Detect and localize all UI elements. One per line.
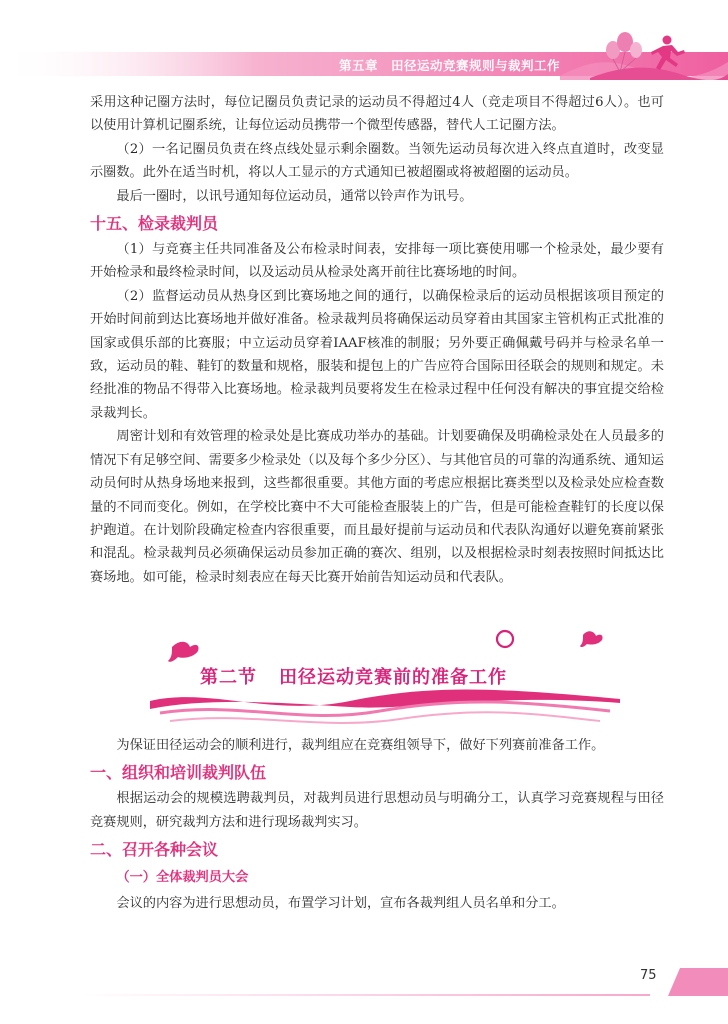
paragraph: 会议的内容为进行思想动员，布置学习计划，宣布各裁判组人员名单和分工。 (116, 895, 565, 911)
wave-ribbon (150, 690, 620, 723)
paragraph: 采用这种记圈方法时，每位记圈员负责记录的运动员不得超过4人（竞走项目不得超过6人）。也可以使用计算机记圈系统，让每位运动员携带一个微型传感器，替代人工记圈方法。 (90, 95, 664, 134)
paragraph: （2）一名记圈员负责在终点线处显示剩余圈数。当领先运动员每次进入终点直道时，改变显示圈数。此外在适当时机，将以人工显示的方式通知已被超圈或将被超圈的运动员。 (90, 141, 664, 181)
footer-band (0, 960, 728, 1000)
chapter-header-title: 第五章 田径运动竞赛规则与裁判工作 (338, 58, 560, 73)
section-title (200, 663, 560, 689)
section-heading: 十五、检录裁判员 (90, 214, 219, 234)
paragraph: 周密计划和有效管理的检录处是比赛成功举办的基础。计划要确保及明确检录处在人员最多的情况下有足够空间、需要多少检录处（以及每个多少分区）、与其他官员的可靠的沟通系统、通知运动员何时从热身场地来报到，这些都很重要。其他方面的考虑应根据比赛类型以及检录处应检查数量的不同而变化。例如，在学校比赛中不大可能检查服装上的广告，但是可能检查鞋钉的长度以保护跑道。在计划阶段确定检查内容很重要，而且最好提前与运动员和代表队沟通好以避免赛前紧张和混乱。检录裁判员必须确保运动员参加正确的赛次、组别，以及根据检录时刻表按照时间抵达比赛场地。如可能，检录时刻表应在每天比赛开始前告知运动员和代表队。 (90, 429, 664, 585)
paragraph: （2）监督运动员从热身区到比赛场地之间的通行，以确保检录后的运动员根据该项目预定的开始时间前到达比赛场地并做好准备。检录裁判员将确保运动员穿着由其国家主管机构正式批准的国家或俱乐部的比赛服；中立运动员穿着IAAF核准的制服；另外要正确佩戴号码并与检录名单一致，运动员的鞋、鞋钉的数量和规格，服装和提包上的广告应符合国际田径联会的规则和规定。未经批准的物品不得带入比赛场地。检录裁判员要将发生在检录过程中任何没有解决的事宜提交给检录裁判长。 (90, 288, 664, 421)
paragraph: 为保证田径运动会的顺利进行，裁判组应在竞赛组领导下，做好下列赛前准备工作。 (116, 738, 605, 753)
paragraph: （1）与竞赛主任共同准备及公布检录时间表，安排每一项比赛使用哪一个检录处，最少要有开始检录和最终检录时间，以及运动员从检录处离开前往比赛场地的时间。 (90, 242, 664, 281)
paragraph: 根据运动会的规模选聘裁判员，对裁判员进行思想动员与明确分工，认真学习竞赛规程与田径竞赛规则，研究裁判方法和进行现场裁判实习。 (90, 791, 664, 830)
paragraph: 最后一圈时，以讯号通知每位运动员，通常以铃声作为讯号。 (116, 188, 473, 204)
subsection-heading: （一）全体裁判员大会 (116, 870, 249, 886)
section-content (90, 734, 664, 915)
main-content (90, 91, 664, 589)
section-heading: 二、召开各种会议 (90, 840, 219, 860)
dove-icon (580, 631, 603, 647)
section-number: 第二节 (200, 667, 257, 688)
dove-icon (168, 642, 199, 662)
section-heading: 一、组织和培训裁判队伍 (90, 763, 267, 783)
section-title-text: 田径运动竞赛前的准备工作 (279, 667, 507, 688)
page-number: 75 (640, 968, 657, 983)
circle-ornament-icon (497, 631, 513, 647)
